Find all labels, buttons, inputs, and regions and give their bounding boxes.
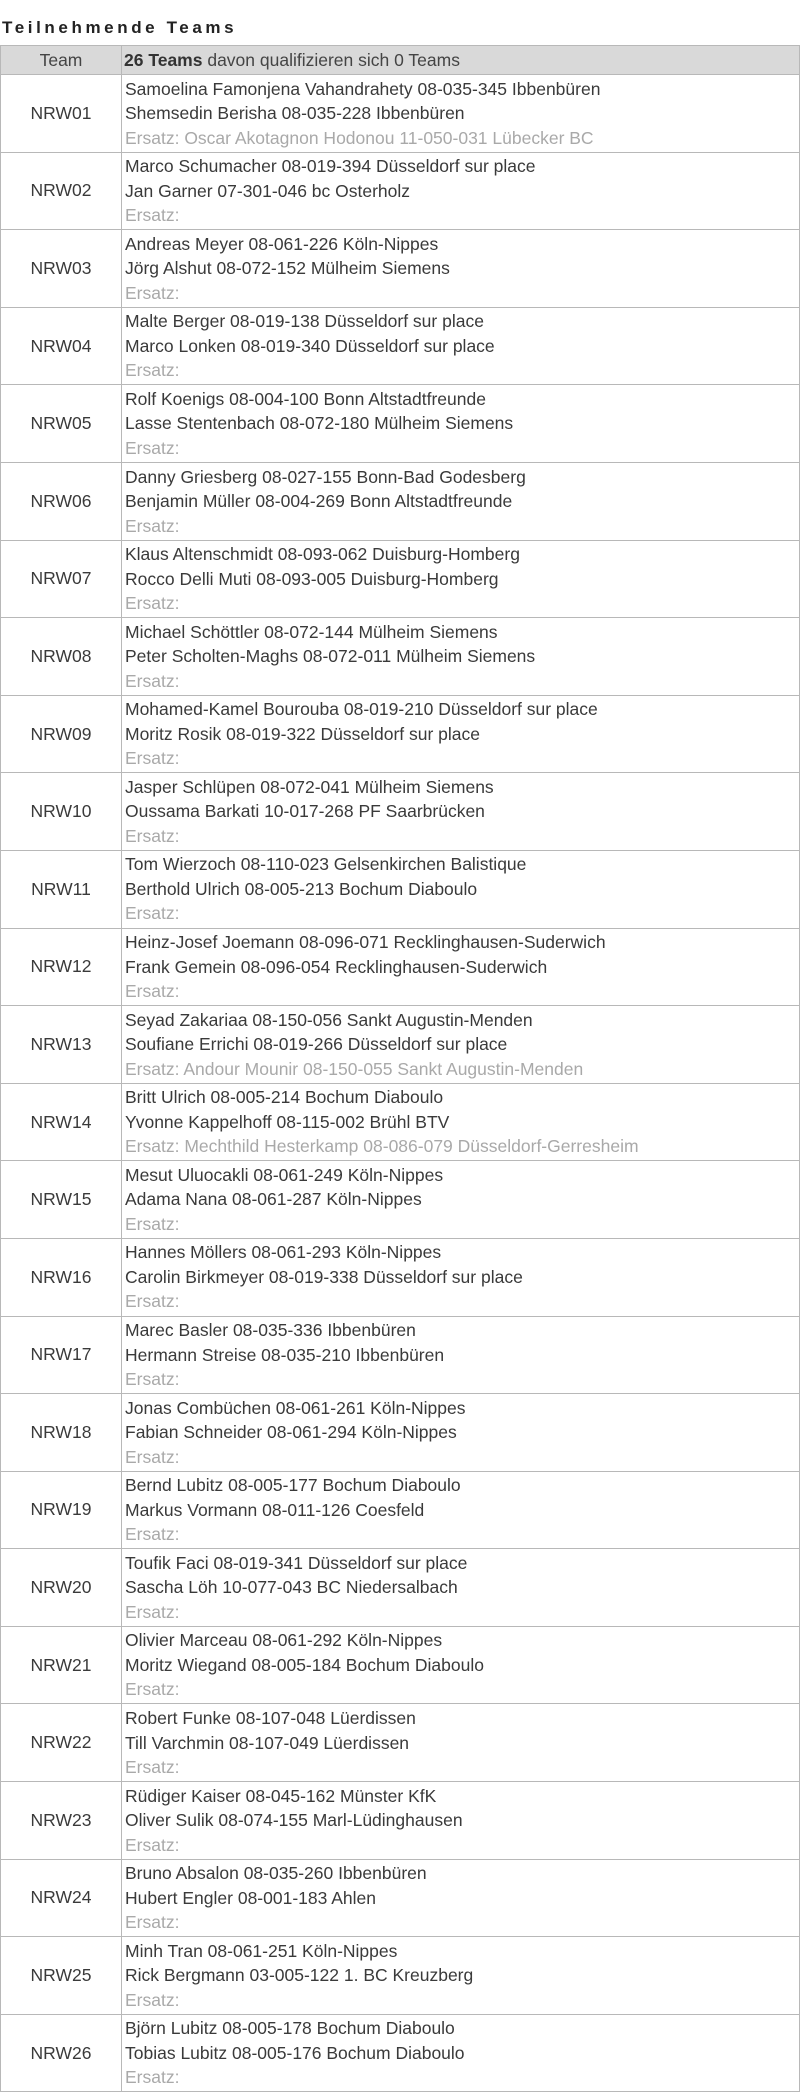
player-2: Marco Lonken 08-019-340 Düsseldorf sur place (125, 335, 495, 356)
team-code: NRW19 (1, 1471, 122, 1549)
player-2: Adama Nana 08-061-287 Köln-Nippes (125, 1189, 422, 1210)
team-code: NRW12 (1, 928, 122, 1006)
team-code: NRW20 (1, 1549, 122, 1627)
player-2: Jörg Alshut 08-072-152 Mülheim Siemens (125, 258, 450, 279)
team-players (122, 773, 800, 851)
substitute: Ersatz: (125, 593, 180, 614)
team-players (122, 695, 800, 773)
team-code: NRW26 (1, 2014, 122, 2092)
table-row (1, 75, 800, 153)
team-players (122, 1161, 800, 1239)
substitute: Ersatz: (125, 903, 180, 924)
team-players (122, 152, 800, 230)
team-players (122, 1083, 800, 1161)
team-players (122, 1238, 800, 1316)
substitute: Ersatz: (125, 1757, 180, 1778)
player-1: Rüdiger Kaiser 08-045-162 Münster KfK (125, 1785, 437, 1806)
player-1: Toufik Faci 08-019-341 Düsseldorf sur place (125, 1552, 468, 1573)
player-1: Klaus Altenschmidt 08-093-062 Duisburg-Homberg (125, 544, 520, 565)
substitute: Ersatz: (125, 282, 180, 303)
substitute: Ersatz: (125, 1601, 180, 1622)
player-2: Yvonne Kappelhoff 08-115-002 Brühl BTV (125, 1111, 450, 1132)
table-header-row (1, 46, 800, 75)
table-row (1, 152, 800, 230)
player-2: Fabian Schneider 08-061-294 Köln-Nippes (125, 1422, 457, 1443)
player-1: Tom Wierzoch 08-110-023 Gelsenkirchen Balistique (125, 854, 527, 875)
table-row (1, 1937, 800, 2015)
table-row (1, 850, 800, 928)
teams-table (0, 45, 800, 2092)
team-players (122, 1471, 800, 1549)
player-2: Oliver Sulik 08-074-155 Marl-Lüdinghausen (125, 1810, 463, 1831)
player-1: Samoelina Famonjena Vahandrahety 08-035-345 Ibbenbüren (125, 78, 601, 99)
team-players (122, 1006, 800, 1084)
team-players (122, 1782, 800, 1860)
substitute: Ersatz: (125, 2067, 180, 2088)
team-code: NRW17 (1, 1316, 122, 1394)
substitute: Ersatz: (125, 205, 180, 226)
player-2: Berthold Ulrich 08-005-213 Bochum Diaboulo (125, 878, 478, 899)
player-1: Mesut Uluocakli 08-061-249 Köln-Nippes (125, 1164, 444, 1185)
table-row (1, 1626, 800, 1704)
table-row (1, 1394, 800, 1472)
team-code: NRW13 (1, 1006, 122, 1084)
table-row (1, 1782, 800, 1860)
team-code: NRW22 (1, 1704, 122, 1782)
player-2: Peter Scholten-Maghs 08-072-011 Mülheim Siemens (125, 646, 536, 667)
player-2: Benjamin Müller 08-004-269 Bonn Altstadtfreunde (125, 491, 513, 512)
table-row (1, 1006, 800, 1084)
substitute: Ersatz: (125, 1834, 180, 1855)
player-1: Marec Basler 08-035-336 Ibbenbüren (125, 1320, 416, 1341)
substitute: Ersatz: (125, 1989, 180, 2010)
substitute: Ersatz: (125, 1369, 180, 1390)
team-code: NRW01 (1, 75, 122, 153)
substitute: Ersatz: Oscar Akotagnon Hodonou 11-050-031 Lübecker BC (125, 127, 594, 148)
substitute: Ersatz: (125, 1291, 180, 1312)
team-code: NRW14 (1, 1083, 122, 1161)
substitute: Ersatz: (125, 437, 180, 458)
player-2: Carolin Birkmeyer 08-019-338 Düsseldorf sur place (125, 1266, 523, 1287)
table-row (1, 1316, 800, 1394)
team-players (122, 1859, 800, 1937)
player-1: Jonas Combüchen 08-061-261 Köln-Nippes (125, 1397, 466, 1418)
substitute: Ersatz: (125, 515, 180, 536)
table-row (1, 2014, 800, 2092)
player-2: Till Varchmin 08-107-049 Lüerdissen (125, 1732, 410, 1753)
substitute: Ersatz: Andour Mounir 08-150-055 Sankt Augustin-Menden (125, 1058, 584, 1079)
player-1: Olivier Marceau 08-061-292 Köln-Nippes (125, 1630, 443, 1651)
player-1: Minh Tran 08-061-251 Köln-Nippes (125, 1940, 398, 1961)
team-code: NRW04 (1, 307, 122, 385)
team-players (122, 1316, 800, 1394)
player-1: Seyad Zakariaa 08-150-056 Sankt Augustin-Menden (125, 1009, 533, 1030)
player-1: Heinz-Josef Joemann 08-096-071 Recklinghausen-Suderwich (125, 932, 606, 953)
table-row (1, 230, 800, 308)
team-players (122, 230, 800, 308)
table-row (1, 1161, 800, 1239)
player-2: Lasse Stentenbach 08-072-180 Mülheim Siemens (125, 413, 514, 434)
team-players (122, 1626, 800, 1704)
player-2: Markus Vormann 08-011-126 Coesfeld (125, 1499, 425, 1520)
table-row (1, 1238, 800, 1316)
table-row (1, 1471, 800, 1549)
table-row (1, 695, 800, 773)
team-players (122, 1394, 800, 1472)
page-title: Teilnehmende Teams (2, 18, 238, 37)
team-players (122, 2014, 800, 2092)
team-code: NRW10 (1, 773, 122, 851)
team-code: NRW08 (1, 618, 122, 696)
player-1: Britt Ulrich 08-005-214 Bochum Diaboulo (125, 1087, 444, 1108)
team-players (122, 1937, 800, 2015)
player-2: Hermann Streise 08-035-210 Ibbenbüren (125, 1344, 445, 1365)
player-2: Tobias Lubitz 08-005-176 Bochum Diaboulo (125, 2042, 465, 2063)
table-row (1, 540, 800, 618)
player-2: Moritz Wiegand 08-005-184 Bochum Diaboulo (125, 1654, 484, 1675)
team-summary-header (122, 46, 800, 75)
player-2: Hubert Engler 08-001-183 Ahlen (125, 1887, 377, 1908)
player-2: Jan Garner 07-301-046 bc Osterholz (125, 180, 411, 201)
substitute: Ersatz: (125, 670, 180, 691)
team-code: NRW02 (1, 152, 122, 230)
substitute: Ersatz: (125, 1524, 180, 1545)
player-1: Hannes Möllers 08-061-293 Köln-Nippes (125, 1242, 442, 1263)
team-players (122, 307, 800, 385)
team-players (122, 385, 800, 463)
table-row (1, 618, 800, 696)
team-code: NRW24 (1, 1859, 122, 1937)
player-1: Robert Funke 08-107-048 Lüerdissen (125, 1708, 416, 1729)
table-row (1, 462, 800, 540)
team-players (122, 540, 800, 618)
table-row (1, 1549, 800, 1627)
player-1: Marco Schumacher 08-019-394 Düsseldorf sur place (125, 156, 536, 177)
team-players (122, 618, 800, 696)
player-1: Andreas Meyer 08-061-226 Köln-Nippes (125, 233, 439, 254)
substitute: Ersatz: (125, 825, 180, 846)
team-players (122, 75, 800, 153)
player-1: Malte Berger 08-019-138 Düsseldorf sur place (125, 311, 484, 332)
table-row (1, 1083, 800, 1161)
team-code: NRW07 (1, 540, 122, 618)
team-code: NRW16 (1, 1238, 122, 1316)
player-1: Jasper Schlüpen 08-072-041 Mülheim Siemens (125, 776, 494, 797)
player-1: Rolf Koenigs 08-004-100 Bonn Altstadtfreunde (125, 388, 486, 409)
player-2: Oussama Barkati 10-017-268 PF Saarbrücken (125, 801, 485, 822)
player-1: Mohamed-Kamel Bourouba 08-019-210 Düsseldorf sur place (125, 699, 598, 720)
substitute: Ersatz: (125, 1679, 180, 1700)
player-1: Bernd Lubitz 08-005-177 Bochum Diaboulo (125, 1475, 461, 1496)
table-row (1, 307, 800, 385)
teams-table-body (1, 75, 800, 2092)
player-1: Björn Lubitz 08-005-178 Bochum Diaboulo (125, 2018, 455, 2039)
team-code: NRW11 (1, 850, 122, 928)
team-column-header: Team (1, 46, 122, 75)
table-row (1, 1704, 800, 1782)
team-code: NRW18 (1, 1394, 122, 1472)
substitute: Ersatz: (125, 1446, 180, 1467)
player-2: Shemsedin Berisha 08-035-228 Ibbenbüren (125, 103, 465, 124)
team-code: NRW25 (1, 1937, 122, 2015)
team-players (122, 850, 800, 928)
team-code: NRW21 (1, 1626, 122, 1704)
player-1: Michael Schöttler 08-072-144 Mülheim Siemens (125, 621, 498, 642)
team-code: NRW03 (1, 230, 122, 308)
player-1: Bruno Absalon 08-035-260 Ibbenbüren (125, 1863, 427, 1884)
table-row (1, 1859, 800, 1937)
player-2: Rocco Delli Muti 08-093-005 Duisburg-Homberg (125, 568, 499, 589)
team-count: 26 Teams (124, 49, 203, 70)
team-code: NRW05 (1, 385, 122, 463)
team-players (122, 462, 800, 540)
substitute: Ersatz: (125, 360, 180, 381)
substitute: Ersatz: (125, 981, 180, 1002)
player-1: Danny Griesberg 08-027-155 Bonn-Bad Godesberg (125, 466, 526, 487)
substitute: Ersatz: (125, 1213, 180, 1234)
team-code: NRW06 (1, 462, 122, 540)
player-2: Rick Bergmann 03-005-122 1. BC Kreuzberg (125, 1965, 474, 1986)
team-players (122, 928, 800, 1006)
table-row (1, 928, 800, 1006)
player-2: Moritz Rosik 08-019-322 Düsseldorf sur place (125, 723, 481, 744)
substitute: Ersatz: (125, 1912, 180, 1933)
qualification-note: davon qualifizieren sich 0 Teams (202, 49, 460, 70)
team-code: NRW09 (1, 695, 122, 773)
substitute: Ersatz: (125, 748, 180, 769)
player-2: Frank Gemein 08-096-054 Recklinghausen-Suderwich (125, 956, 548, 977)
table-row (1, 773, 800, 851)
team-players (122, 1549, 800, 1627)
team-code: NRW23 (1, 1782, 122, 1860)
player-2: Sascha Löh 10-077-043 BC Niedersalbach (125, 1577, 458, 1598)
table-row (1, 385, 800, 463)
team-players (122, 1704, 800, 1782)
substitute: Ersatz: Mechthild Hesterkamp 08-086-079 Düsseldorf-Gerresheim (125, 1136, 639, 1157)
team-code: NRW15 (1, 1161, 122, 1239)
player-2: Soufiane Errichi 08-019-266 Düsseldorf sur place (125, 1034, 508, 1055)
